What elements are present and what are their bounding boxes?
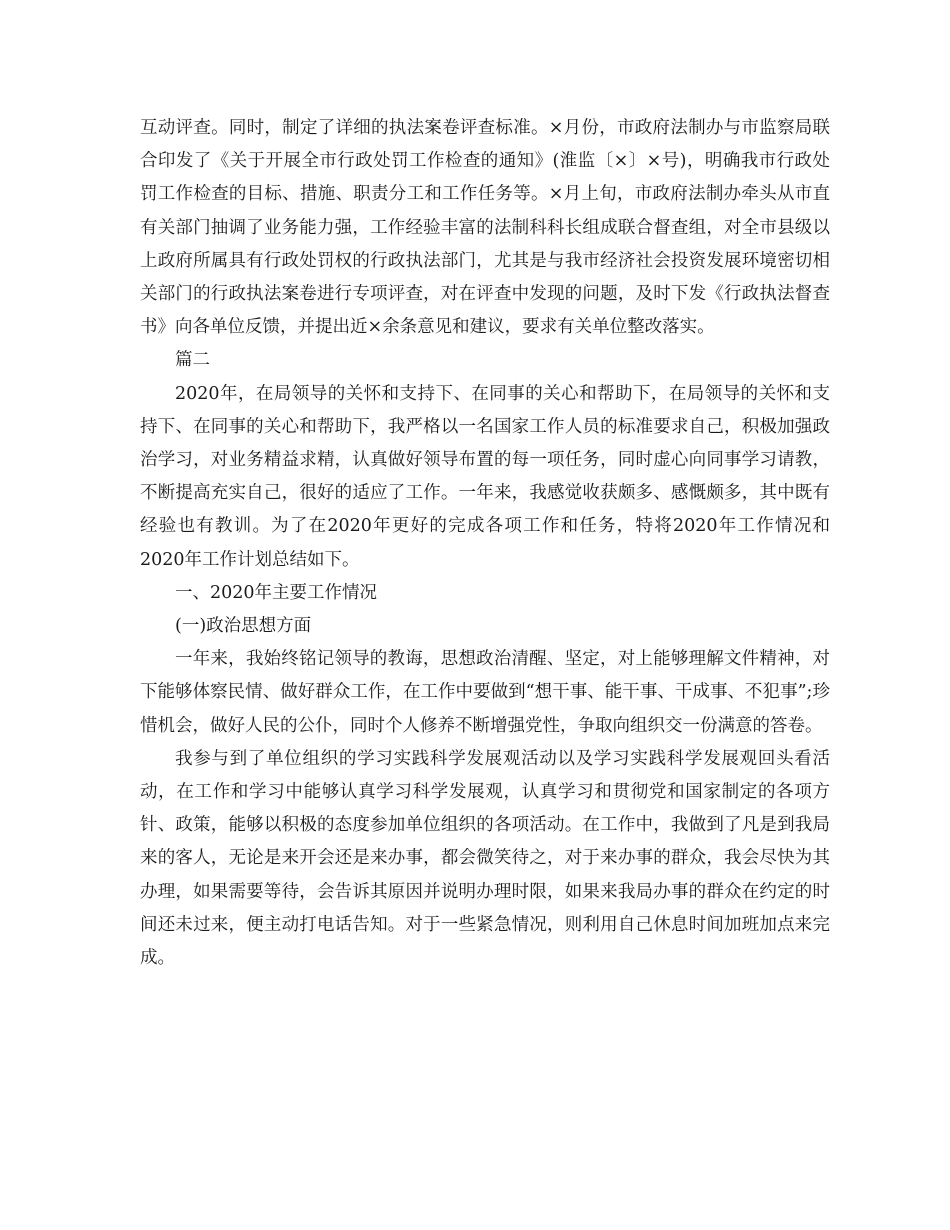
paragraph-intro: 2020年，在局领导的关怀和支持下、在同事的关心和帮助下，在局领导的关怀和支持下、在同事的关心和帮助下，我严格以一名国家工作人员的标准要求自己，积极加强政治学习，对业务精益求精，认真做好领导布置的每一项任务，同时虚心向同事学习请教，不断提高充实自己，很好的适应了工作。一年来，我感觉收获颇多、感慨颇多，其中既有经验也有教训。为了在2020年更好的完成各项工作和任务，特将2020年工作情况和2020年工作计划总结如下。: [140, 383, 830, 570]
paragraph-continuation: 互动评查。同时，制定了详细的执法案卷评查标准。×月份，市政府法制办与市监察局联合印发了《关于开展全市行政处罚工作检查的通知》(淮监〔×〕×号)，明确我市行政处罚工作检查的目标、措施、职责分工和工作任务等。×月上旬，市政府法制办牵头从市直有关部门抽调了业务能力强，工作经验丰富的法制科科长组成联合督查组，对全市县级以上政府所属具有行政处罚权的行政执法部门，尤其是与我市经济社会投资发展环境密切相关部门的行政执法案卷进行专项评查，对在评查中发现的问题，及时下发《行政执法督查书》向各单位反馈，并提出近×余条意见和建议，要求有关单位整改落实。: [140, 118, 830, 338]
paragraph-political-thought: 一年来，我始终铭记领导的教诲，思想政治清醒、坚定，对上能够理解文件精神，对下能够体察民情、做好群众工作，在工作中要做到“想干事、能干事、干成事、不犯事”;珍惜机会，做好人民的公仆，同时个人修养不断增强党性，争取向组织交一份满意的答卷。: [140, 649, 830, 736]
subsection-heading-political: (一)政治思想方面: [175, 616, 312, 637]
section-heading-main-work: 一、2020年主要工作情况: [175, 582, 378, 603]
paragraph-study-activities: 我参与到了单位组织的学习实践科学发展观活动以及学习实践科学发展观回头看活动，在工作和学习中能够认真学习科学发展观，认真学习和贯彻党和国家制定的各项方针、政策，能够以积极的态度参加单位组织的各项活动。在工作中，我做到了凡是到我局来的客人，无论是来开会还是来办事，都会微笑待之，对于来办事的群众，我会尽快为其办理，如果需要等待，会告诉其原因并说明办理时限，如果来我局办事的群众在约定的时间还未过来，便主动打电话告知。对于一些紧急情况，则利用自己休息时间加班加点来完成。: [140, 748, 830, 969]
document-body: [140, 112, 830, 975]
section-heading-part-two: 篇二: [175, 350, 210, 371]
